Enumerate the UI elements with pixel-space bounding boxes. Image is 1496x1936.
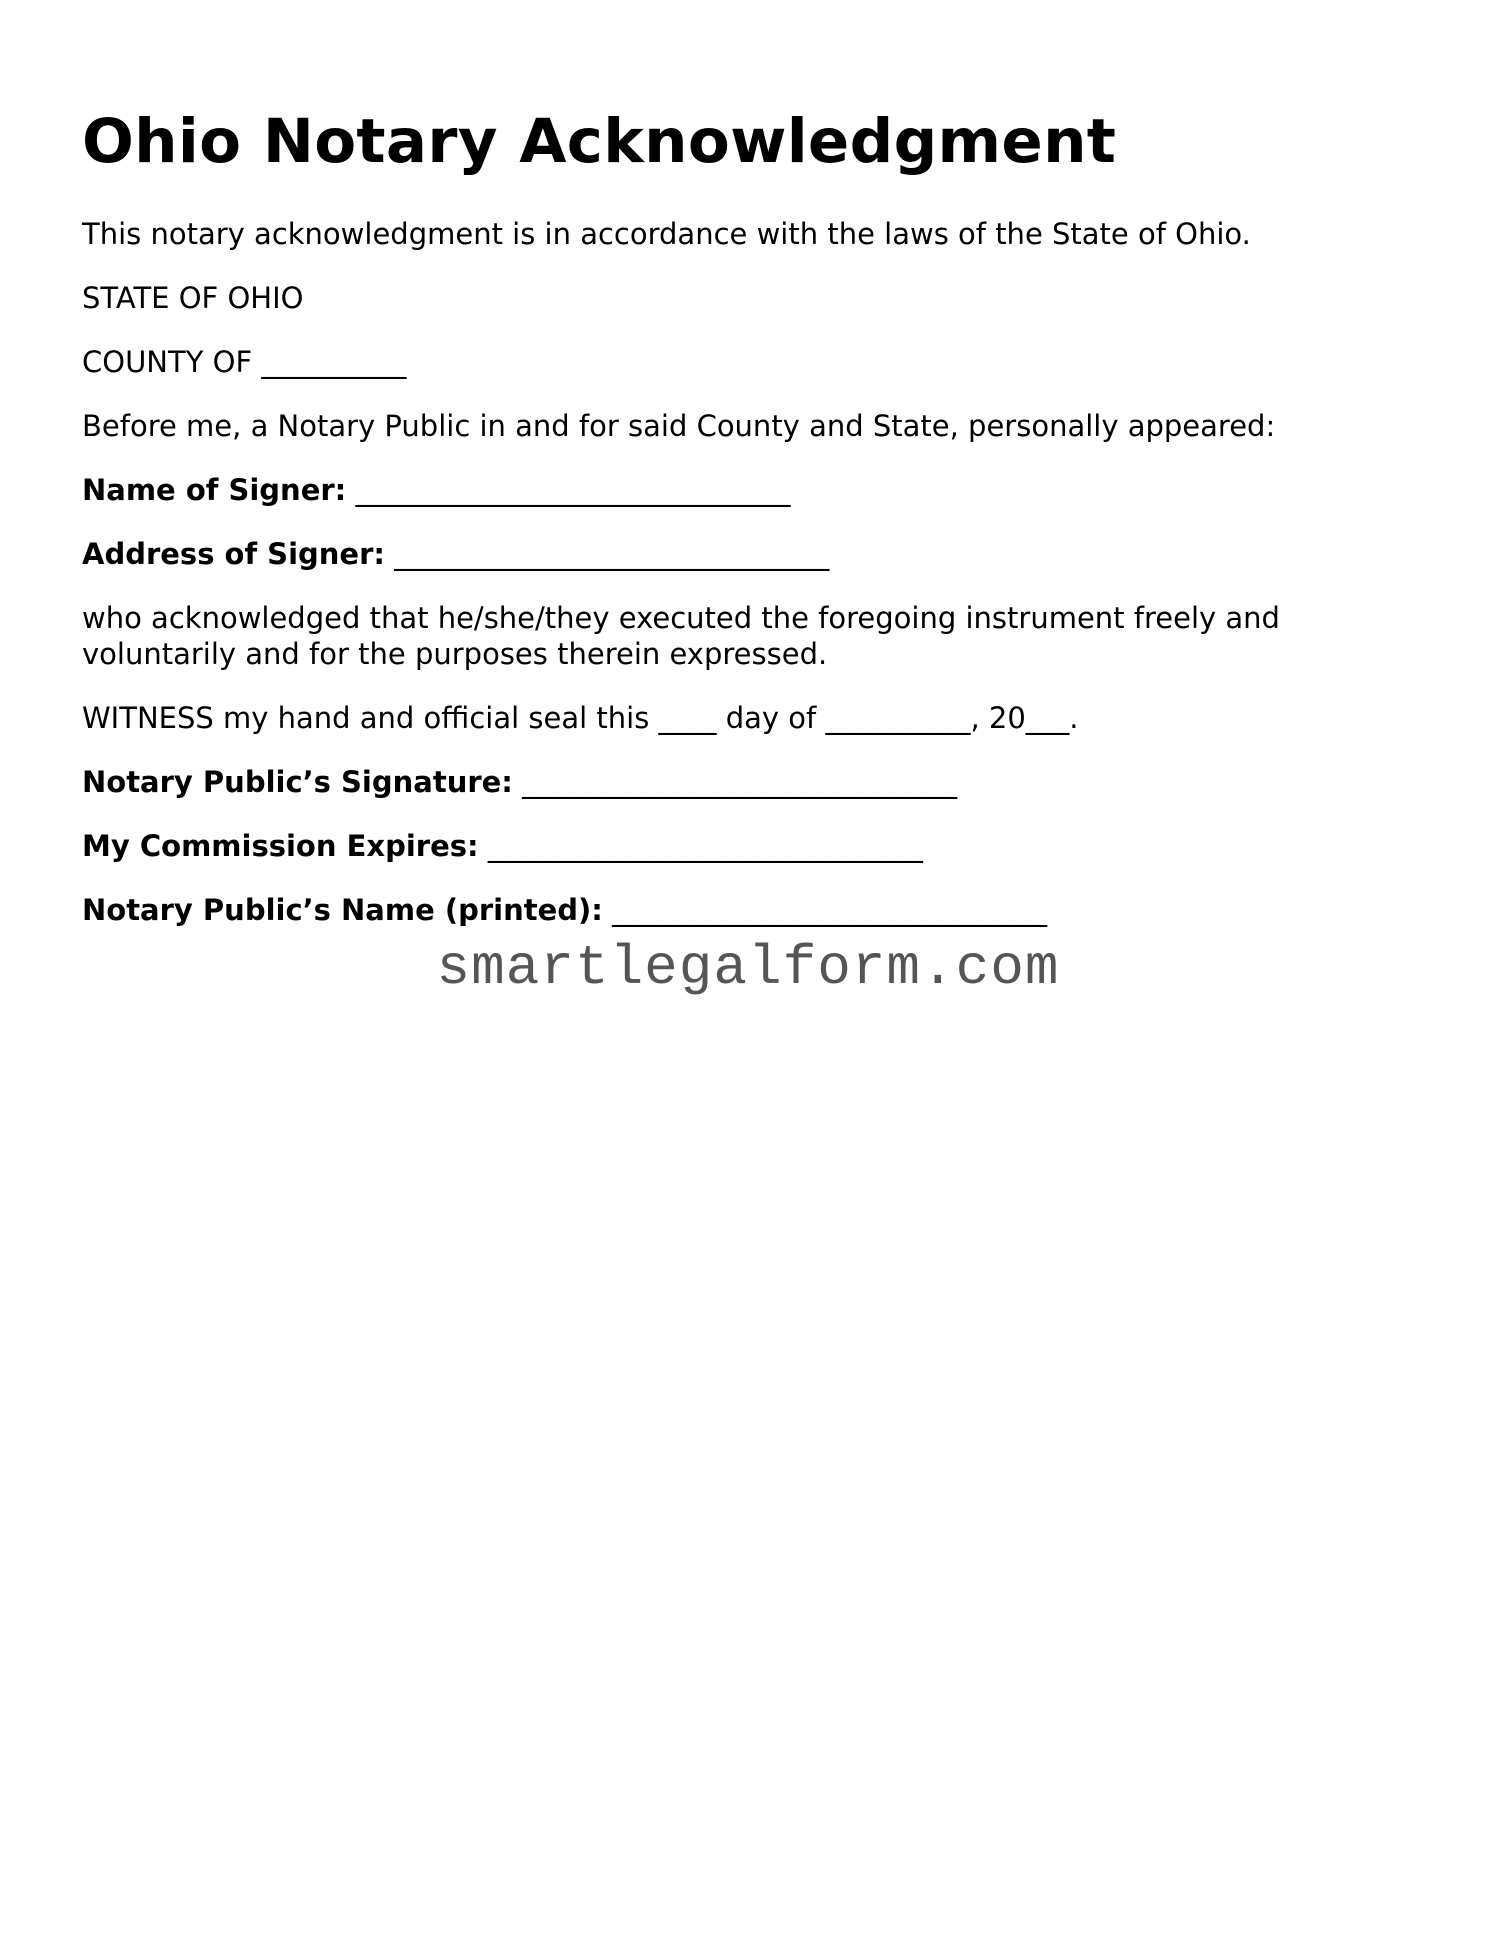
signer-name-label: Name of Signer:	[82, 473, 347, 507]
commission-expires-label: My Commission Expires:	[82, 829, 479, 863]
witness-line: WITNESS my hand and official seal this ____ day of __________, 20___.	[82, 701, 1079, 735]
watermark-text: smartlegalform.com	[436, 936, 1060, 1000]
acknowledgment-text: who acknowledged that he/she/they executed the foregoing instrument freely and voluntarily and for the purposes therein expressed.	[82, 601, 1280, 671]
document-page	[82, 104, 1422, 956]
notary-name-label: Notary Public’s Name (printed):	[82, 893, 603, 927]
commission-expires-field	[82, 828, 1422, 864]
commission-expires-blank[interactable]: ______________________________	[487, 829, 923, 863]
notary-name-field	[82, 892, 1422, 928]
notary-name-blank[interactable]: ______________________________	[612, 893, 1048, 927]
signer-address-blank[interactable]: ______________________________	[394, 537, 830, 571]
document-title: Ohio Notary Acknowledgment	[82, 106, 1117, 177]
notary-signature-label: Notary Public’s Signature:	[82, 765, 513, 799]
county-line: COUNTY OF __________	[82, 345, 407, 379]
signer-name-field	[82, 472, 1422, 508]
signer-name-blank[interactable]: ______________________________	[355, 473, 791, 507]
intro-text: This notary acknowledgment is in accordance with the laws of the State of Ohio.	[82, 217, 1251, 251]
signer-address-field	[82, 536, 1422, 572]
notary-signature-blank[interactable]: ______________________________	[522, 765, 958, 799]
before-me-text: Before me, a Notary Public in and for said County and State, personally appeared:	[82, 409, 1276, 443]
signer-address-label: Address of Signer:	[82, 537, 385, 571]
state-line: STATE OF OHIO	[82, 281, 304, 315]
notary-signature-field	[82, 764, 1422, 800]
